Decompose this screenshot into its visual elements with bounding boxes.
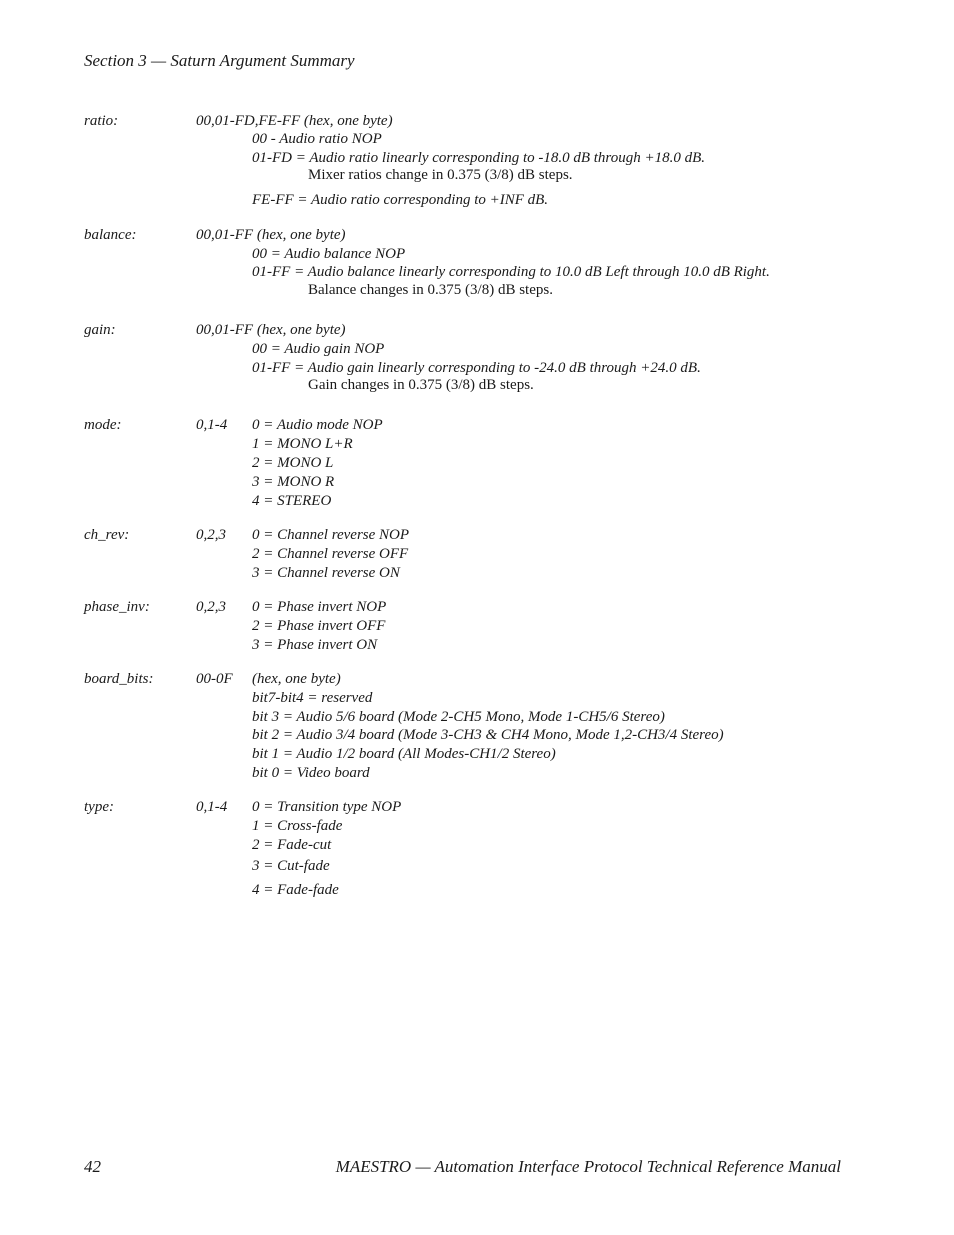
arg-item: 2 = Fade-cut [252,837,332,853]
arg-desc-line: 00 = Audio gain NOP [252,341,385,357]
arg-desc-line: FE-FF = Audio ratio corresponding to +INF dB. [252,192,549,208]
arg-item: bit 3 = Audio 5/6 board (Mode 2-CH5 Mono, Mode 1-CH5/6 Stereo) [252,709,665,725]
arg-name-board-bits: board_bits: [84,671,154,687]
arg-item: 0 = Transition type NOP [252,799,402,815]
arg-item: 2 = Phase invert OFF [252,618,386,634]
arg-range-balance: 00,01-FF (hex, one byte) [196,227,346,243]
arg-name-gain: gain: [84,322,116,338]
arg-item: 2 = Channel reverse OFF [252,546,409,562]
arg-item: bit 2 = Audio 3/4 board (Mode 3-CH3 & CH4 Mono, Mode 1,2-CH3/4 Stereo) [252,727,724,743]
arg-range-board-bits: 00-0F [196,671,233,687]
arg-item: 3 = Channel reverse ON [252,565,400,581]
arg-item: bit7-bit4 = reserved [252,690,373,706]
arg-note: Mixer ratios change in 0.375 (3/8) dB steps. [308,167,573,183]
arg-name-type: type: [84,799,114,815]
arg-range-ratio: 00,01-FD,FE-FF (hex, one byte) [196,113,393,129]
arg-desc-line: 00 = Audio balance NOP [252,246,406,262]
arg-item: (hex, one byte) [252,671,341,687]
arg-item: 1 = Cross-fade [252,818,343,834]
arg-note: Balance changes in 0.375 (3/8) dB steps. [308,282,553,298]
arg-desc-line: 00 - Audio ratio NOP [252,131,382,147]
arg-item: 1 = MONO L+R [252,436,353,452]
arg-range-ch-rev: 0,2,3 [196,527,226,543]
arg-item: 3 = Phase invert ON [252,637,378,653]
section-header: Section 3 — Saturn Argument Summary [84,51,355,70]
arg-item: bit 1 = Audio 1/2 board (All Modes-CH1/2 Stereo) [252,746,556,762]
arg-item: 4 = Fade-fade [252,882,339,898]
arg-name-ratio: ratio: [84,113,119,129]
arg-item: 0 = Audio mode NOP [252,417,383,433]
arg-name-balance: balance: [84,227,137,243]
arg-item: 2 = MONO L [252,455,334,471]
arg-item: 3 = MONO R [252,474,335,490]
arg-note: Gain changes in 0.375 (3/8) dB steps. [308,377,534,393]
arg-item: 0 = Phase invert NOP [252,599,387,615]
arg-range-type: 0,1-4 [196,799,228,815]
page-number: 42 [84,1157,101,1176]
arg-desc-line: 01-FD = Audio ratio linearly corresponding to -18.0 dB through +18.0 dB. [252,150,705,166]
arg-item: 4 = STEREO [252,493,332,509]
arg-name-phase-inv: phase_inv: [84,599,150,615]
arg-name-mode: mode: [84,417,122,433]
arg-range-mode: 0,1-4 [196,417,228,433]
arg-desc-line: 01-FF = Audio balance linearly corresponding to 10.0 dB Left through 10.0 dB Right. [252,264,770,280]
arg-item: 0 = Channel reverse NOP [252,527,410,543]
footer-title: MAESTRO — Automation Interface Protocol Technical Reference Manual [335,1157,841,1176]
arg-desc-line: 01-FF = Audio gain linearly corresponding to -24.0 dB through +24.0 dB. [252,360,701,376]
arg-item: 3 = Cut-fade [252,858,330,874]
arg-range-gain: 00,01-FF (hex, one byte) [196,322,346,338]
arg-name-ch-rev: ch_rev: [84,527,130,543]
arg-item: bit 0 = Video board [252,765,370,781]
arg-range-phase-inv: 0,2,3 [196,599,226,615]
